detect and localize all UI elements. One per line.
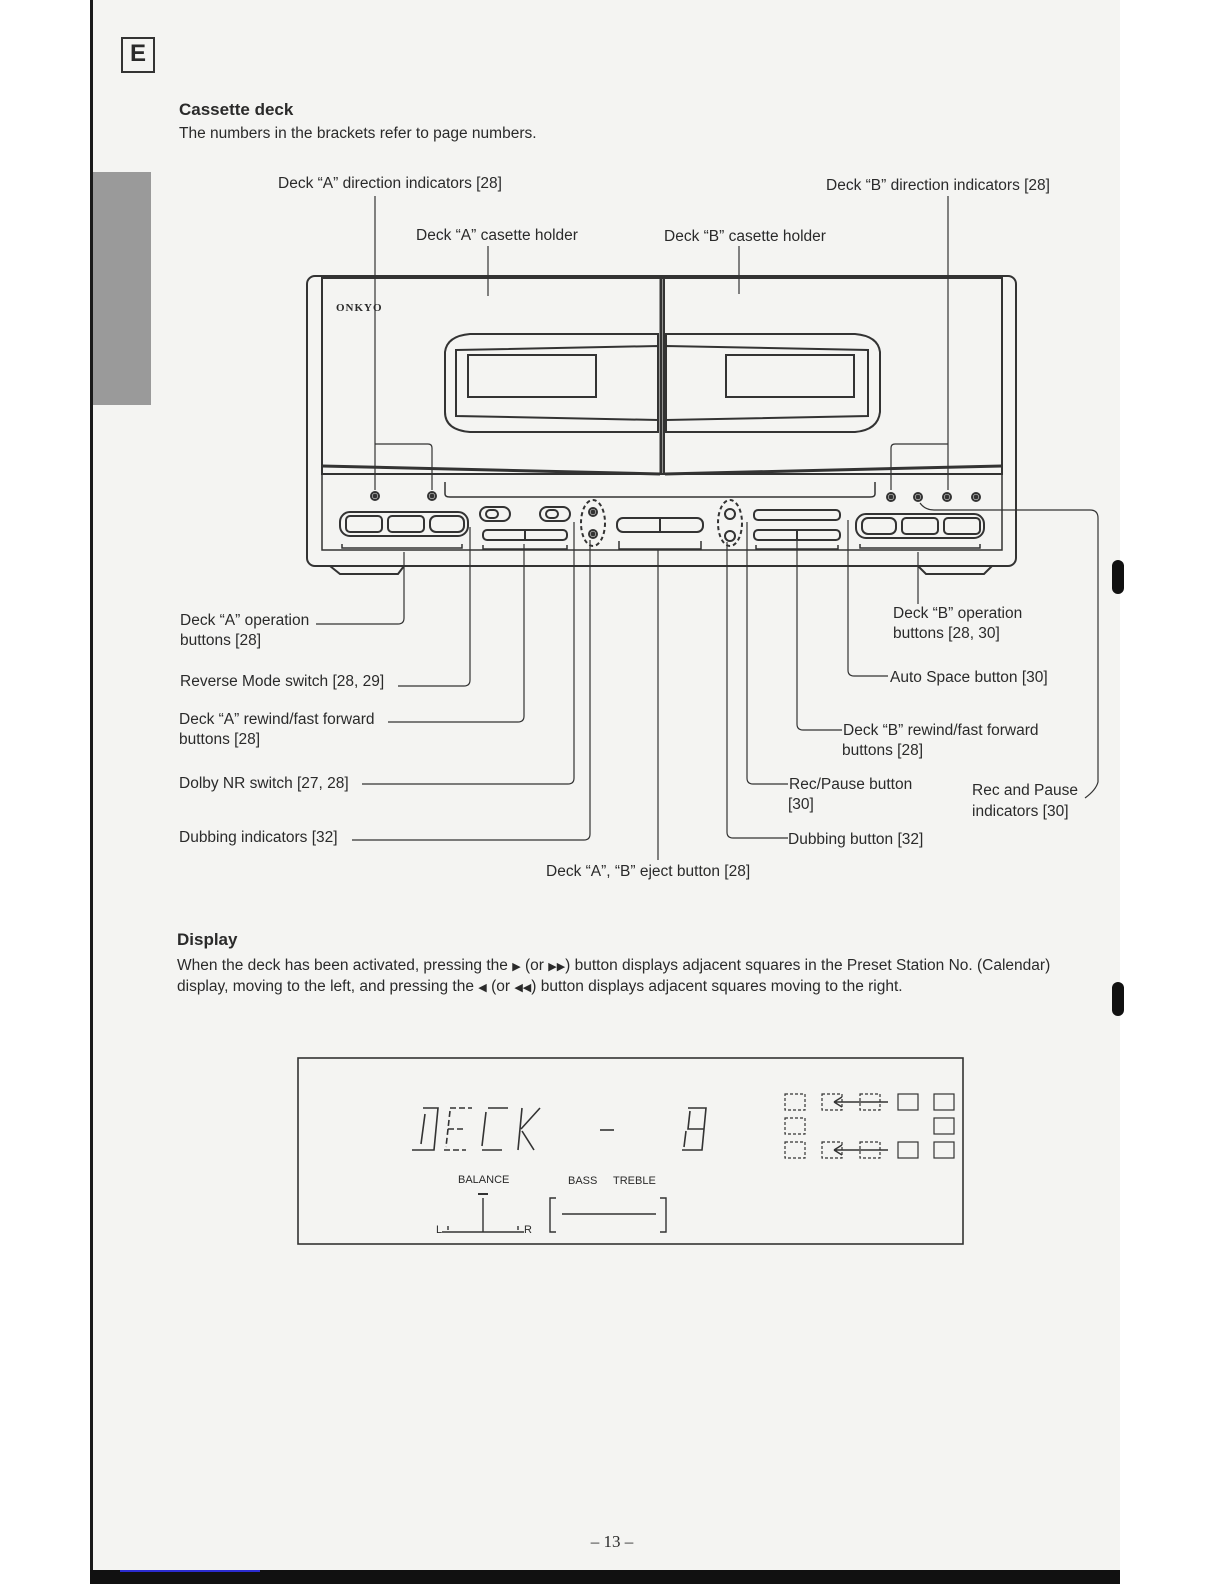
label-rec-pause-indicators: Rec and Pause	[972, 782, 1078, 799]
label-deck-b-holder: Deck “B” casette holder	[664, 228, 826, 245]
label-eject: Deck “A”, “B” eject button [28]	[546, 863, 751, 880]
play-reverse-icon: ◀	[478, 982, 487, 994]
label-deck-b-rewind: Deck “B” rewind/fast forward	[843, 722, 1039, 739]
page-number: – 13 –	[590, 1532, 634, 1551]
lcd-segment-text	[412, 1108, 706, 1150]
label-auto-space: Auto Space button [30]	[890, 669, 1048, 686]
label-deck-b-direction: Deck “B” direction indicators [28]	[826, 177, 1050, 194]
label-deck-b-rewind-2: buttons [28]	[842, 742, 924, 759]
label-deck-b-operation: Deck “B” operation	[893, 605, 1023, 622]
treble-label: TREBLE	[613, 1175, 656, 1187]
label-dubbing-button: Dubbing button [32]	[788, 831, 924, 848]
label-deck-b-operation-2: buttons [28, 30]	[893, 625, 1000, 642]
balance-left-label: L	[436, 1224, 443, 1236]
brand-logo: ONKYO	[336, 302, 383, 314]
label-rec-pause: Rec/Pause button	[789, 776, 913, 793]
rewind-icon: ◀◀	[514, 982, 532, 994]
label-deck-a-rewind: Deck “A” rewind/fast forward	[179, 711, 375, 728]
label-rec-pause-indicators-2: indicators [30]	[972, 803, 1069, 820]
label-reverse-mode: Reverse Mode switch [28, 29]	[180, 673, 385, 690]
balance-right-label: R	[524, 1224, 532, 1236]
section-title-cassette: Cassette deck	[179, 100, 294, 119]
label-deck-a-rewind-2: buttons [28]	[179, 731, 261, 748]
label-deck-a-operation: Deck “A” operation	[180, 612, 310, 629]
section-title-display: Display	[177, 930, 238, 949]
balance-label: BALANCE	[458, 1174, 510, 1186]
display-paragraph-line2: display, moving to the left, and pressing the ◀ (or ◀◀) button displays adjacent squares moving to the right.	[177, 978, 903, 995]
lcd-frame	[298, 1058, 963, 1244]
label-rec-pause-2: [30]	[788, 796, 814, 813]
label-deck-a-direction: Deck “A” direction indicators [28]	[278, 175, 502, 192]
section-subtitle: The numbers in the brackets refer to page numbers.	[179, 125, 537, 142]
label-deck-a-operation-2: buttons [28]	[180, 632, 262, 649]
play-forward-icon: ▶	[512, 961, 521, 973]
fast-forward-icon: ▶▶	[548, 961, 566, 973]
label-dubbing-indicators: Dubbing indicators [32]	[179, 829, 338, 846]
language-mark: E	[121, 37, 155, 73]
display-paragraph-line1: When the deck has been activated, pressing the ▶ (or ▶▶) button displays adjacent squares in the Preset Station No. (Calendar)	[177, 957, 1051, 974]
bass-label: BASS	[568, 1175, 598, 1187]
label-dolby-nr: Dolby NR switch [27, 28]	[179, 775, 349, 792]
label-deck-a-holder: Deck “A” casette holder	[416, 227, 578, 244]
